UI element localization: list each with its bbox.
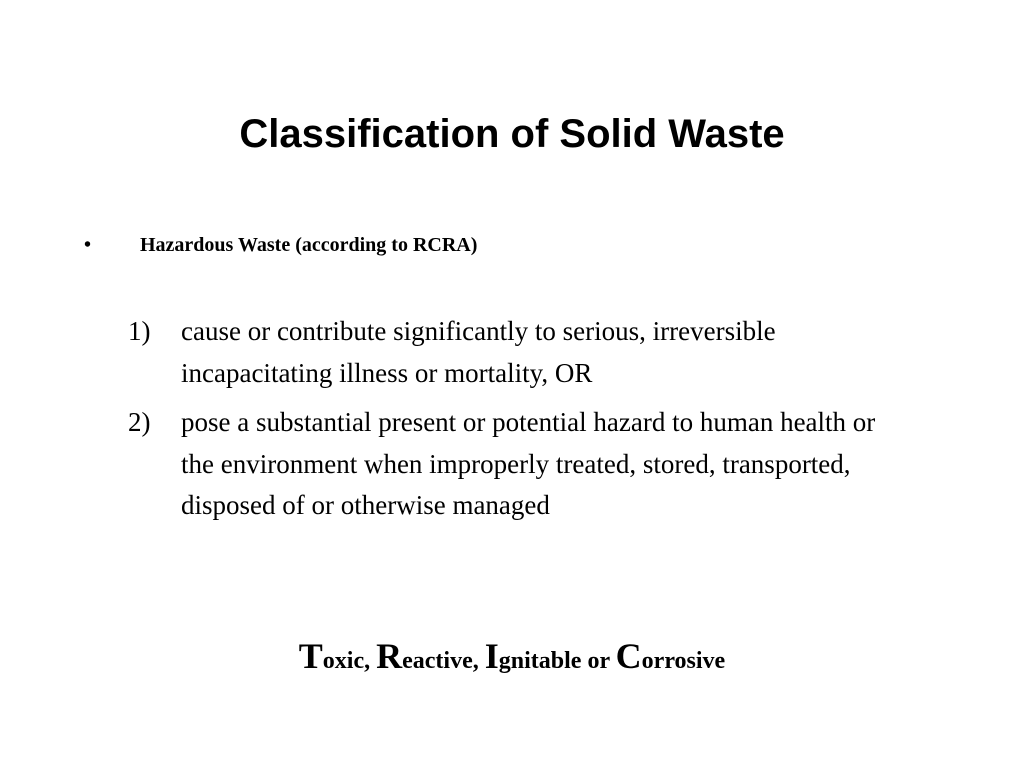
tagline-cap-t: T	[298, 636, 323, 676]
list-item-1	[0, 311, 1024, 394]
tagline-tric	[0, 634, 1024, 683]
tagline-rest-corrosive: orrosive	[641, 648, 726, 674]
tagline-cap-i: I	[484, 636, 499, 676]
list-item-text: pose a substantial present or potential hazard to human health or the environment when improperly treated, stored, transported, disposed of or otherwise managed	[181, 407, 876, 520]
tagline-cap-r: R	[376, 636, 403, 676]
slide-title: Classification of Solid Waste	[239, 112, 785, 156]
tagline-rest-ignitable: gnitable or	[498, 648, 616, 674]
tagline-cap-c: C	[615, 636, 642, 676]
list-item-number: 1)	[128, 316, 151, 346]
tagline-rest-reactive: eactive,	[402, 648, 485, 674]
bullet-text: Hazardous Waste (according to RCRA)	[140, 234, 478, 256]
list-item-number: 2)	[128, 407, 151, 437]
bullet-item-hazardous-waste	[0, 230, 1024, 260]
numbered-list	[0, 311, 1024, 535]
list-item-2	[0, 402, 1024, 527]
tagline-rest-toxic: oxic,	[322, 648, 377, 674]
bullet-marker: •	[84, 234, 92, 256]
list-item-text: cause or contribute significantly to serious, irreversible incapacitating illness or mortality, OR	[181, 316, 776, 388]
